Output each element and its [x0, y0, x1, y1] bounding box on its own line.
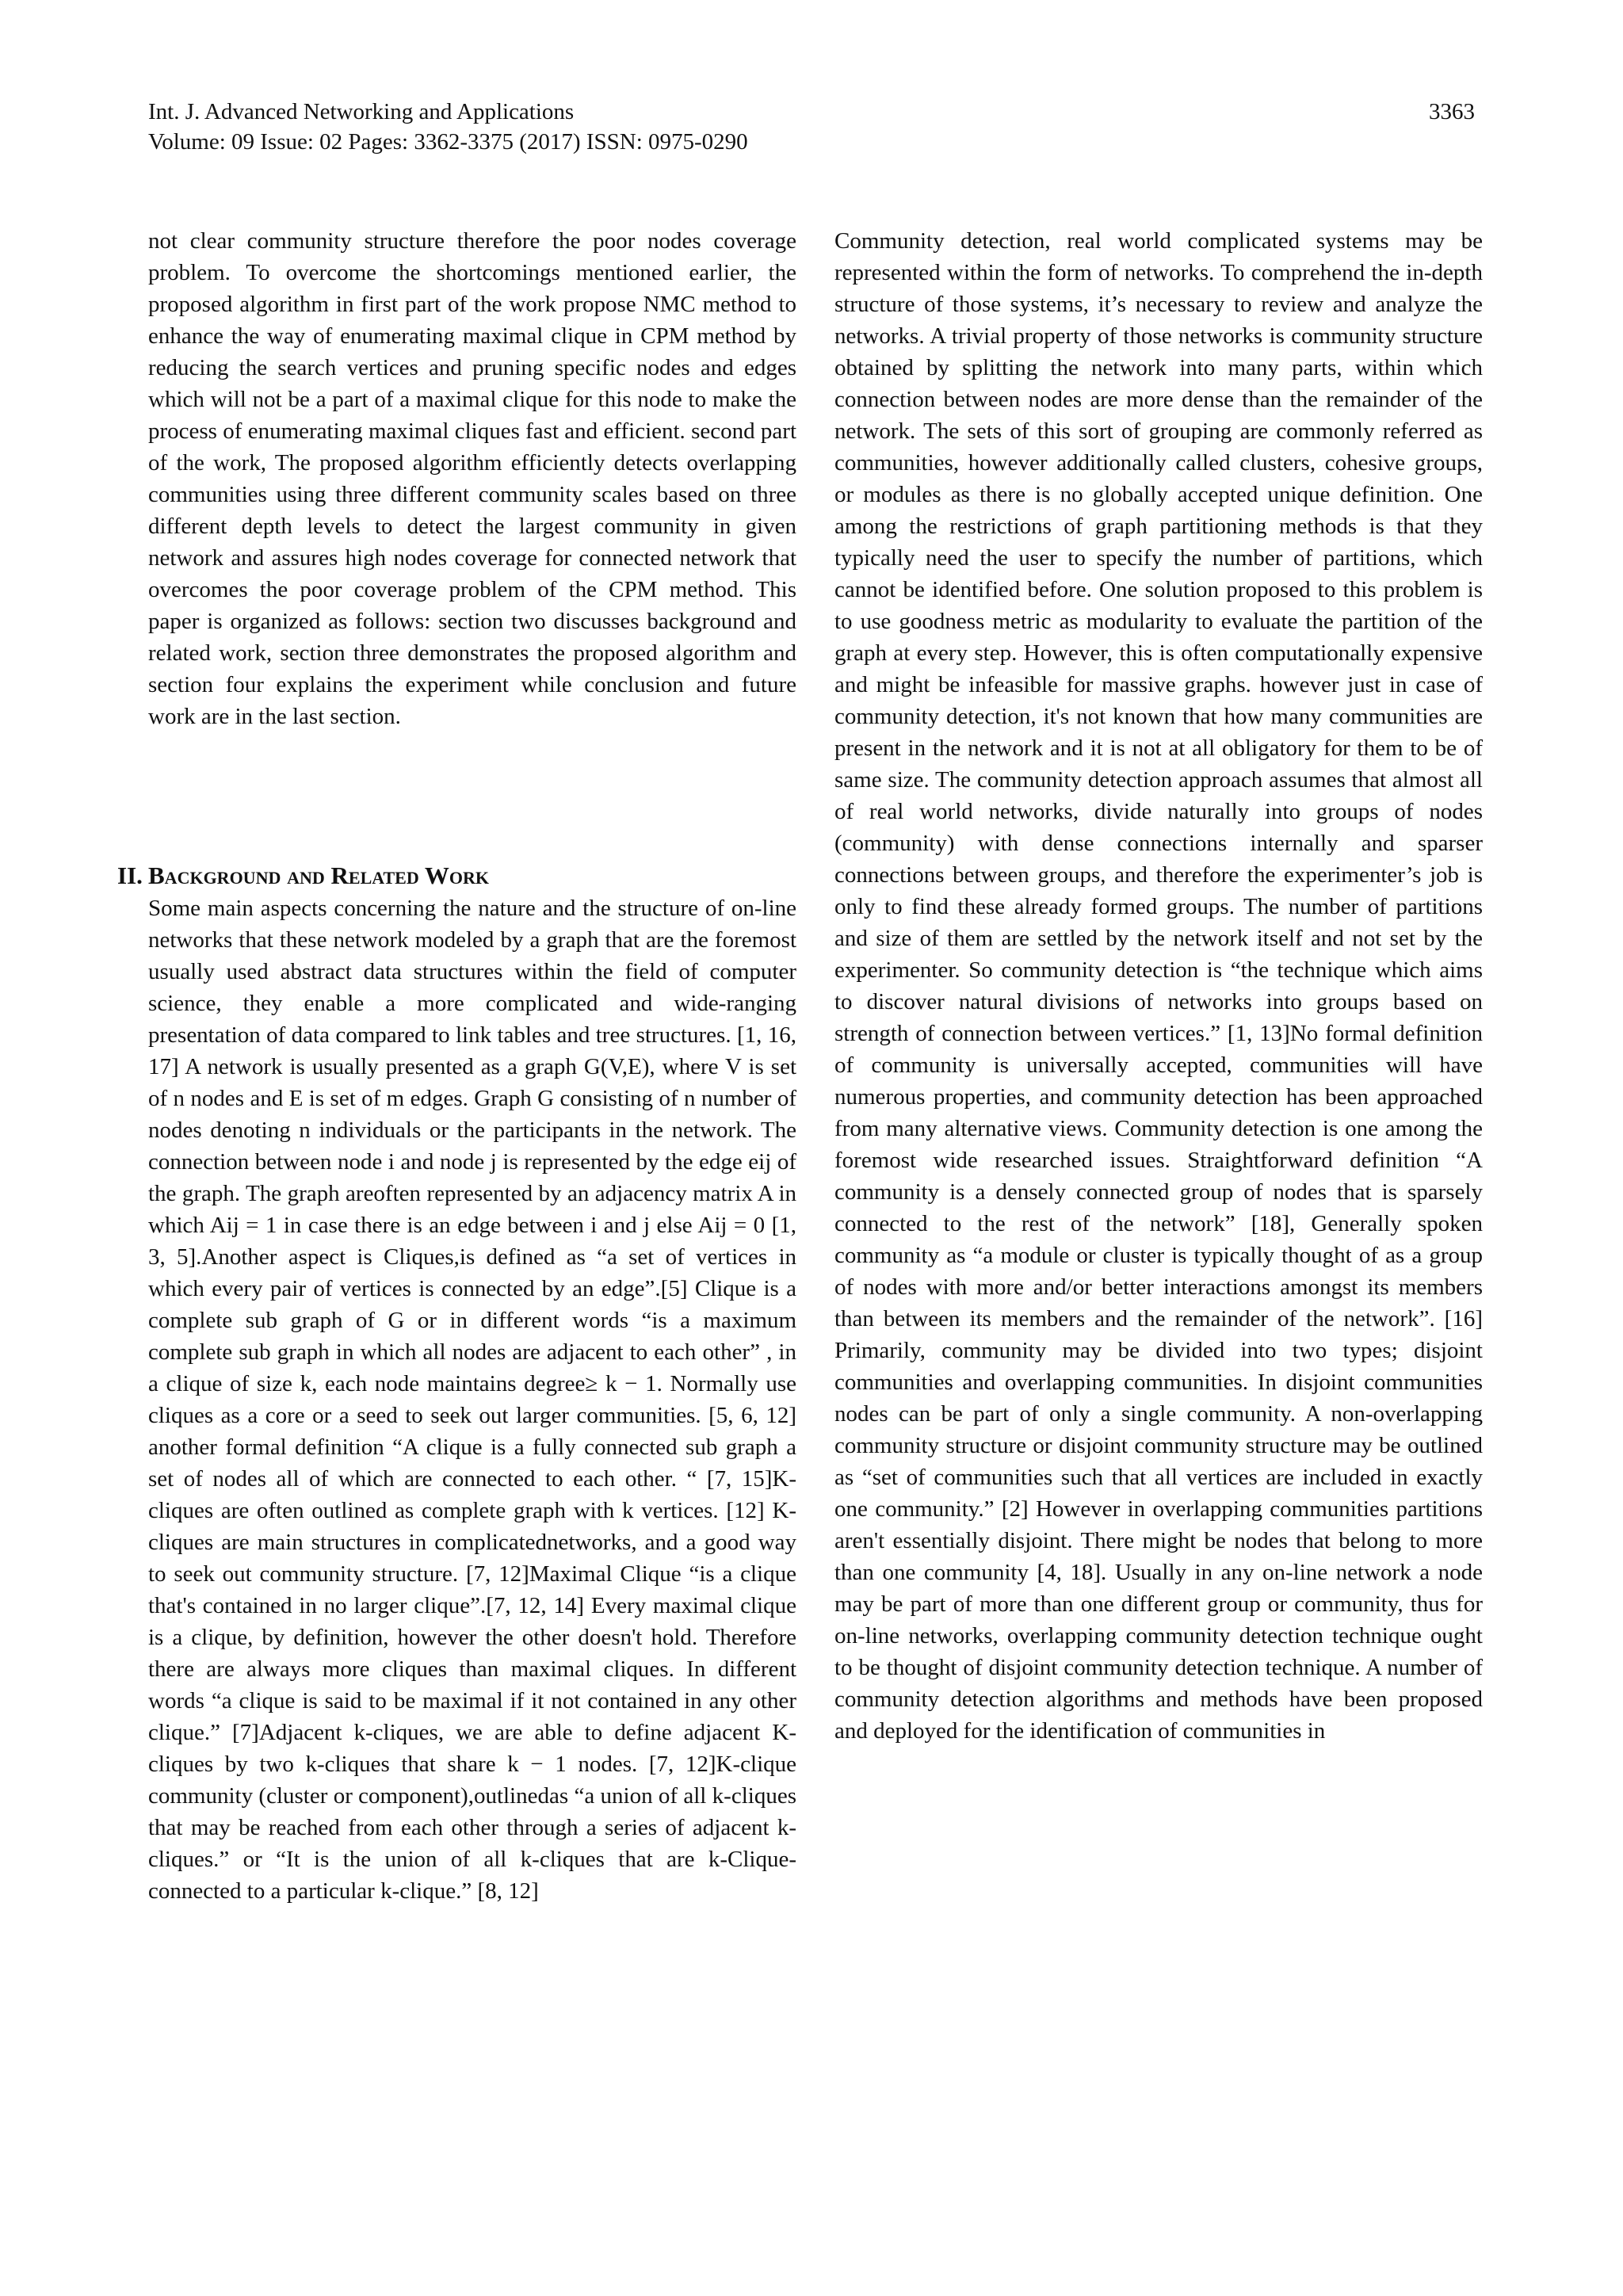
- left-column: [148, 225, 796, 732]
- journal-title: Int. J. Advanced Networking and Applications: [148, 99, 575, 124]
- right-column: [834, 225, 1483, 1747]
- running-header: [148, 97, 748, 157]
- community-detection-paragraph: Community detection, real world complicated systems may be represented within the form of networks. To comprehend the in-depth structure of those systems, it’s necessary to review and analyze the networks. A trivial property of those networks is community structure obtained by splitting the network into many parts, within which connection between nodes are more dense than the remainder of the network. The sets of this sort of grouping are commonly referred as communities, however additionally called clusters, cohesive groups, or modules as there is no globally accepted unique definition. One among the restrictions of graph partitioning methods is that they typically need the user to specify the number of partitions, which cannot be identified before. One solution proposed to this problem is to use goodness metric as modularity to evaluate the partition of the graph at every step. However, this is often computationally expensive and might be infeasible for massive graphs. however just in case of community detection, it's not known that how many communities are present in the network and it is not at all obligatory for them to be of same size. The community detection approach assumes that almost all of real world networks, divide naturally into groups of nodes (community) with dense connections internally and sparser connections between groups, and therefore the experimenter’s job is only to find these already formed groups. The number of partitions and size of them are settled by the network itself and not set by the experimenter. So community detection is “the technique which aims to discover natural divisions of networks into groups based on strength of connection between vertices.” [1, 13]No formal definition of community is universally accepted, communities will have numerous properties, and community detection has been approached from many alternative views. Community detection is one among the foremost wide researched issues. Straightforward definition “A community is a densely connected group of nodes that is sparsely connected to the rest of the network” [18], Generally spoken community as “a module or cluster is typically thought of as a group of nodes with more and/or better interactions amongst its members than between its members and the remainder of the network”. [16] Primarily, community may be divided into two types; disjoint communities and overlapping communities. In disjoint communities nodes can be part of only a single community. A non-overlapping community structure or disjoint community structure may be outlined as “set of communities such that all vertices are included in exactly one community.” [2] However in overlapping communities partitions aren't essentially disjoint. There might be nodes that belong to more than one community [4, 18]. Usually in any on-line network a node may be part of more than one different group or community, thus for on-line networks, overlapping community detection technique ought to be thought of disjoint community detection technique. A number of community detection algorithms and methods have been proposed and deployed for the identification of communities in: [834, 228, 1483, 1744]
- page-number: 3363: [1429, 99, 1475, 124]
- volume-info: Volume: 09 Issue: 02 Pages: 3362-3375 (2017) ISSN: 0975-0290: [148, 129, 748, 155]
- section-heading: [117, 860, 489, 892]
- left-column-section: [148, 892, 796, 1907]
- section-number: II.: [117, 861, 143, 889]
- section-title: Background and Related Work: [148, 861, 490, 889]
- background-paragraph: Some main aspects concerning the nature and the structure of on-line networks that these network modeled by a graph that are the foremost usually used abstract data structures within the field of computer science, they enable a more complicated and wide-ranging presentation of data compared to link tables and tree structures. [1, 16, 17] A network is usually presented as a graph G(V,E), where V is set of n nodes and E is set of m edges. Graph G consisting of n number of nodes denoting n individuals or the participants in the network. The connection between node i and node j is represented by the edge eij of the graph. The graph areoften represented by an adjacency matrix A in which Aij = 1 in case there is an edge between i and j else Aij = 0 [1, 3, 5].Another aspect is Cliques,is defined as “a set of vertices in which every pair of vertices is connected by an edge”.[5] Clique is a complete sub graph of G or in different words “is a maximum complete sub graph in which all nodes are adjacent to each other” , in a clique of size k, each node maintains degree≥ k − 1. Normally use cliques as a core or a seed to seek out larger communities. [5, 6, 12] another formal definition “A clique is a fully connected sub graph a set of nodes all of which are connected to each other. “ [7, 15]K-cliques are often outlined as complete graph with k vertices. [12] K-cliques are main structures in complicatednetworks, and a good way to seek out community structure. [7, 12]Maximal Clique “is a clique that's contained in no larger clique”.[7, 12, 14] Every maximal clique is a clique, by definition, however the other doesn't hold. Therefore there are always more cliques than maximal cliques. In different words “a clique is said to be maximal if it not contained in any other clique.” [7]Adjacent k-cliques, we are able to define adjacent K-cliques by two k-cliques that share k − 1 nodes. [7, 12]K-clique community (cluster or component),outlinedas “a union of all k-cliques that may be reached from each other through a series of adjacent k-cliques.” or “It is the union of all k-cliques that are k-Clique-connected to a particular k-clique.” [8, 12]: [148, 896, 796, 1904]
- intro-paragraph: not clear community structure therefore the poor nodes coverage problem. To overcome the shortcomings mentioned earlier, the proposed algorithm in first part of the work propose NMC method to enhance the way of enumerating maximal clique in CPM method by reducing the search vertices and pruning specific nodes and edges which will not be a part of a maximal clique for this node to make the process of enumerating maximal cliques fast and efficient. second part of the work, The proposed algorithm efficiently detects overlapping communities using three different community scales based on three different depth levels to detect the largest community in given network and assures high nodes coverage for connected network that overcomes the poor coverage problem of the CPM method. This paper is organized as follows: section two discusses background and related work, section three demonstrates the proposed algorithm and section four explains the experiment while conclusion and future work are in the last section.: [148, 228, 796, 729]
